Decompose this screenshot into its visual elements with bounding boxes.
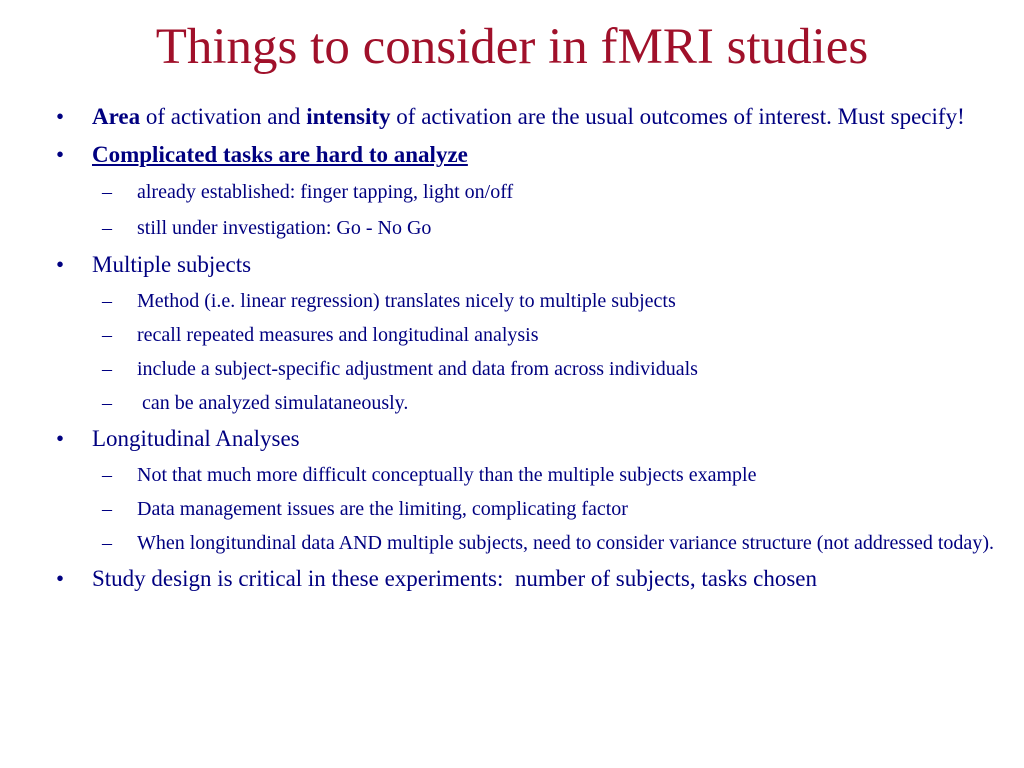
sub-item xyxy=(56,494,1016,524)
list-item-heading: Study design is critical in these experiments: number of subjects, tasks chosen xyxy=(92,566,817,591)
sub-item-text: Not that much more difficult conceptually than the multiple subjects example xyxy=(137,464,757,486)
list-item-study-design xyxy=(56,562,1016,596)
slide-title: Things to consider in fMRI studies xyxy=(155,19,869,75)
sub-item xyxy=(56,354,1016,384)
list-item-complicated-tasks xyxy=(56,138,1016,172)
bullet-marker: • xyxy=(56,252,65,277)
sub-list xyxy=(56,286,1016,418)
sub-item-text: can be analyzed simulataneously. xyxy=(137,392,409,414)
sub-item xyxy=(56,320,1016,350)
sub-item-text: When longitundinal data AND multiple subjects, need to consider variance structure (not addressed today). xyxy=(137,532,994,554)
sub-item-text: already established: finger tapping, light on/off xyxy=(137,181,514,203)
dash-marker: – xyxy=(102,217,112,239)
sub-item-text: Data management issues are the limiting, complicating factor xyxy=(137,498,628,520)
dash-marker: – xyxy=(102,498,112,520)
list-item-heading: Multiple subjects xyxy=(92,252,252,277)
bullet-list xyxy=(56,100,1016,600)
list-item-heading: Longitudinal Analyses xyxy=(92,426,300,451)
sub-item xyxy=(56,286,1016,316)
dash-marker: – xyxy=(102,290,112,312)
sub-item xyxy=(56,460,1016,490)
dash-marker: – xyxy=(102,392,112,414)
list-item-heading: Complicated tasks are hard to analyze xyxy=(92,142,468,167)
sub-list xyxy=(56,176,1016,244)
text-segment: of activation are the usual outcomes of interest. Must specify! xyxy=(390,104,965,129)
term-intensity: intensity xyxy=(306,104,391,129)
sub-item-text: recall repeated measures and longitudinal analysis xyxy=(137,324,539,346)
dash-marker: – xyxy=(102,532,112,554)
sub-item xyxy=(56,388,1016,418)
sub-item xyxy=(56,528,1016,558)
bullet-marker: • xyxy=(56,104,65,129)
bullet-marker: • xyxy=(56,142,65,167)
text-segment: of activation and xyxy=(140,104,307,129)
list-item-multiple-subjects xyxy=(56,248,1016,282)
sub-item xyxy=(56,212,1016,244)
term-area: Area xyxy=(92,104,141,129)
sub-list xyxy=(56,460,1016,558)
bullet-marker: • xyxy=(56,426,65,451)
list-item-longitudinal-analyses xyxy=(56,422,1016,456)
dash-marker: – xyxy=(102,464,112,486)
sub-item-text: still under investigation: Go - No Go xyxy=(137,217,432,239)
dash-marker: – xyxy=(102,358,112,380)
sub-item-text: Method (i.e. linear regression) translates nicely to multiple subjects xyxy=(137,290,676,312)
sub-item xyxy=(56,176,1016,208)
sub-item-text: include a subject-specific adjustment and data from across individuals xyxy=(137,358,698,380)
dash-marker: – xyxy=(102,181,112,203)
bullet-marker: • xyxy=(56,566,65,591)
dash-marker: – xyxy=(102,324,112,346)
list-item-area-intensity xyxy=(56,100,1016,134)
